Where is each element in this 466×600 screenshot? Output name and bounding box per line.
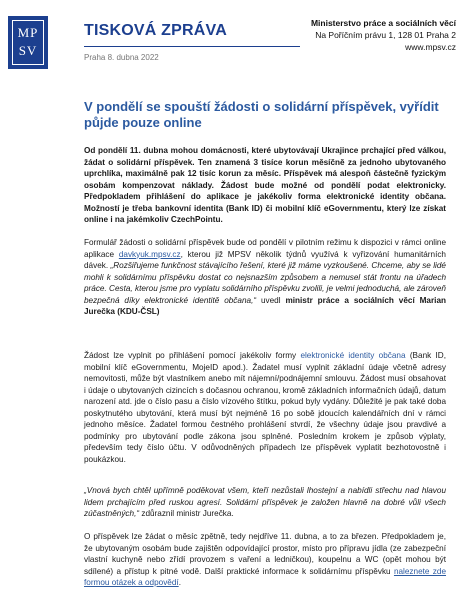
paragraph-4-text-b: zdůraznil ministr Jurečka. [139,509,234,518]
paragraph-5-text-a: O příspěvek lze žádat o měsíc zpětně, tedy nejdříve 11. dubna, a to za březen. Předpokladem je, že ubytovaným osobám bude zajištěn odpovídající prostor, místo pro přípravu jídla (ze zabezpeční vlastní kuchyně nebo zřídí provozem s vaření a ledničkou), koupelnu a WC (opět mohou být sdílené) a přístup k pitné vodě. Další praktické informace k solidárnímu příspěvku [84,532,446,576]
logo-text-bottom: SV [18,43,38,58]
minister-quote: „Rozšiřujeme funkčnost stávajícího řešení, které již máme vyzkoušené. Chceme, aby se lidé mohli k solidárnímu příspěvku dostat co nejsnazším způsobem a nemusel stát frontu na úřadech práce. Cesta, kterou jsme pro vyplatu solidárního příspěvku zvolili, je velmi jednoduchá, ale zároveň bezpečná díky elektronické identitě občana,“ [84,261,446,305]
release-date: Praha 8. dubna 2022 [84,53,159,62]
ministry-name: Ministerstvo práce a sociálních věcí [310,18,456,28]
paragraph-2-text-a: Formulář žádosti o solidární příspěvek bude od pondělí v pilotním režimu k dispozici v rámci online aplikace [84,238,446,259]
paragraph-3-text-a: Žádost lze vyplnit po přihlášení pomocí jakékoliv formy [84,351,301,360]
thanks-quote: „Vnová bych chtěl upřímně poděkovat všem, kteří nezůstali lhostejní a nabídli střechu nad hlavou lidem prchajícím před ruskou agresí. Solidární příspěvek je založen hlavně na dobré vůli všech zúčastněných,“ [84,486,446,518]
davky-link[interactable]: davkyuk.mpsv.cz [118,249,181,259]
ministry-web: www.mpsv.cz [405,42,456,52]
faq-link[interactable]: naleznete zde formou otázek a odpovědí [84,566,447,587]
paragraph-3-text-b: (Bank ID, mobilní klíč eGovernmentu, MojeID apod.). Žadatel musí vyplnit základní údaje včetně adresy nemovitosti, může být vlastníkem anebo mít nájemní/podnájemní smlouvu. Žádost musí obsahovat i údaje o ubytovaných cizincích s dočasnou ochranou, kromě základních informačních údajů, datum narození atd. jde o číslo pasu a číslo vízového štítku, pokud byly vydány. Důležité je pak také doba poskytnutého ubytování, která musí být nejméně 16 po sobě jdoucích kalendářních dní v rámci jednoho měsíce. Žadatel formou čestného prohlášení stvrdí, že všechny údaje jsou pravdivé a podmínky pro ubytování podle zákona jsou splněné. Posledním krokem je způsob výplaty, především tedy číslo účtu. V odůvodněných případech lze příspěvek vyplatit bezhotovostně i poukázkou. [84,351,446,464]
headline: V pondělí se spouští žádosti o solidární příspěvek, vyřídit půjde pouze online [84,99,439,130]
mpsv-logo [8,16,48,69]
header-rule [84,46,300,47]
paragraph-5-text-b: . [178,578,181,587]
paragraph-5 [84,531,446,589]
paragraph-2 [84,237,446,318]
paragraph-4 [84,485,446,520]
e-identity-link[interactable]: elektronické identity občana [300,351,406,360]
paragraph-3 [84,350,446,465]
document-title: TISKOVÁ ZPRÁVA [84,22,227,39]
speaker-name: ministr práce a sociálních věcí Marian Jurečka (KDU-ČSL) [84,295,447,316]
lead-paragraph: Od pondělí 11. dubna mohou domácnosti, které ubytovávají Ukrajince prchající před válkou, žádat o solidární příspěvek. Ten znamená 3 tisíce korun měsíčně za jednoho ubytovaného uprchlíka, maximálně pak 12 tisíc korun za měsíc. Příspěvek má alespoň částečně fyzickým osobám kompenzovat náklady. Žádost bude možné od pondělí podat elektronicky. Předpokladem přihlášení do aplikace je jakékoliv forma elektronické identity občana. Možností je třeba bankovní identita (Bank ID) či mobilní klíč eGovernmentu, který lze získat online i na jakémkoliv CzechPointu. [84,146,446,224]
logo-text-top: MP [17,25,39,40]
ministry-address: Na Poříčním právu 1, 128 01 Praha 2 [315,30,456,40]
ministry-address-block [286,17,456,53]
paragraph-2-text-c: uvedl [256,295,286,305]
paragraph-2-text-b: , kterou již MPSV několik týdnů využívá k vyřizování humanitárních dávek. [84,249,446,270]
